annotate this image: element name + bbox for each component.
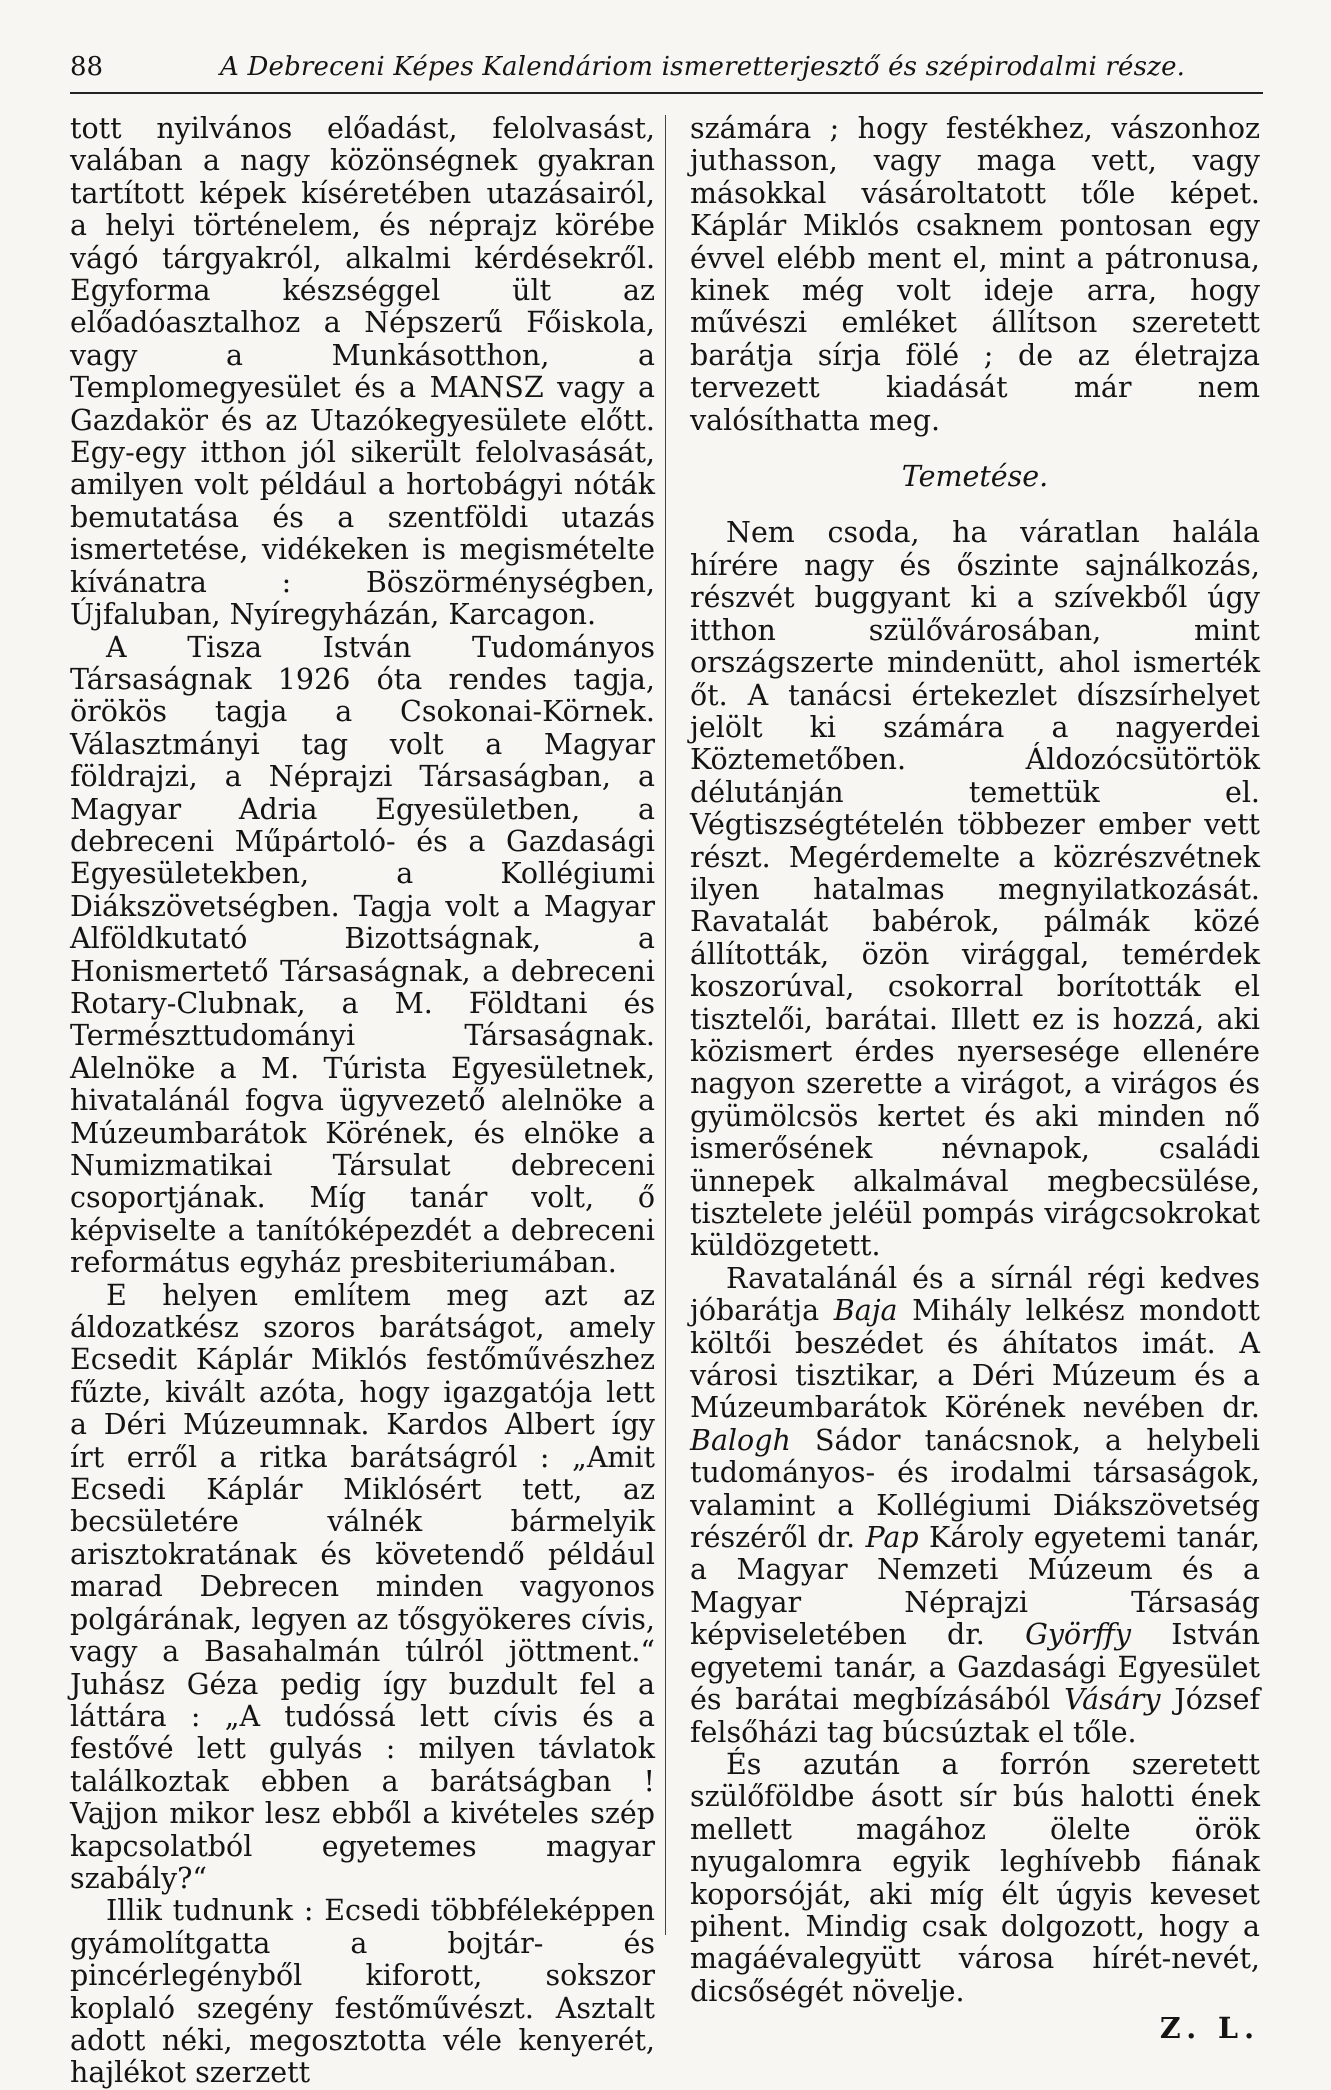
paragraph: számára ; hogy festékhez, vászonhoz juthasson, vagy maga vett, vagy másokkal vásároltatott tőle képet. Káplár Miklós csaknem pontosan egy évvel elébb ment el, mint a pátronusa, kinek még volt ideje arra, hogy művészi emléket állítson szeretett barátja sírja fölé ; de az életrajza tervezett kiadását már nem valósíthatta meg.	[690, 112, 1260, 437]
running-title: A Debreceni Képes Kalendáriom ismeretterjesztő és szépirodalmi része.	[220, 52, 1186, 82]
text-run: István egyetemi tanár, a Gazdasági Egyesület és barátai megbízásából	[690, 1618, 1260, 1717]
right-column	[690, 113, 1260, 2045]
person-name: Vásáry	[1064, 1683, 1161, 1717]
author-signature: Z. L.	[1159, 2011, 1260, 2046]
text-run: Mihály lelkész mondott költői beszédet és áhítatos imát. A városi tisztikar, a Déri Múzeum és a Múzeumbarátok Körének nevében dr.	[690, 1294, 1260, 1425]
header-rule	[70, 92, 1263, 94]
text-run: Ravatalánál és a sírnál régi kedves jóbarátja	[690, 1261, 1260, 1328]
person-name: Baja	[833, 1294, 898, 1328]
section-heading: Temetése.	[901, 460, 1049, 494]
paragraph: Nem csoda, ha váratlan halála hírére nagy és őszinte sajnálkozás, részvét buggyant ki a szívekből úgy itthon szülővárosában, mint országszerte mindenütt, ahol ismerték őt. A tanácsi értekezlet díszsírhelyet jelölt ki számára a nagyerdei Köztemetőben. Áldozócsütörtök délutánján temettük el. Végtiszségtételén többezer ember vett részt. Megérdemelte a közrészvétnek ilyen hatalmas megnyilatkozását. Ravatalát babérok, pálmák közé állították, özön virággal, temérdek koszorúval, csokorral borították el tisztelői, barátai. Illett ez is hozzá, aki közismert érdes nyersesége ellenére nagyon szerette a virágot, a virágos és gyümölcsös kertet és aki minden nő ismerősének névnapok, családi ünnepek alkalmával megbecsülése, tisztelete jeléül pompás virágcsokrokat küldözgetett.	[690, 516, 1260, 1263]
paragraph: E helyen említem meg azt az áldozatkész szoros barátságot, amely Ecsedit Káplár Miklós festőművészhez fűzte, kivált azóta, hogy igazgatója lett a Déri Múzeumnak. Kardos Albert így írt erről a ritka barátságról : „Amit Ecsedi Káplár Miklósért tett, az becsületére válnék bármelyik arisztokratának és követendő például marad Debrecen minden vagyonos polgárának, legyen az tősgyökeres cívis, vagy a Basahalmán túlról jöttment.“ Juhász Géza pedig így buzdult fel a láttára : „A tudóssá lett cívis és a festővé lett gulyás : milyen távlatok találkoztak ebben a barátságban ! Vajjon mikor lesz ebből a kivételes szép kapcsolatból egyetemes magyar szabály?“	[70, 1278, 655, 1895]
person-name: Györffy	[1025, 1618, 1132, 1652]
text-run: Sádor tanácsnok, a helybeli tudományos- és irodalmi társaságok, valamint a Kollégiumi Diákszövetség részéről dr.	[690, 1423, 1260, 1555]
person-name: Pap	[865, 1521, 919, 1555]
paragraph: És azután a forrón szeretett szülőföldbe ásott sír bús halotti ének mellett magához ölelte örök nyugalomra egyik leghívebb fiának koporsóját, aki míg élt úgyis keveset pihent. Mindig csak dolgozott, hogy a magáévalegyütt városa hírét-nevét, dicsőségét növelje.	[690, 1747, 1260, 2008]
paragraph: Illik tudnunk : Ecsedi többféleképpen gyámolítgatta a bojtár- és pincérlegényből kiforott, sokszor koplaló szegény festőművészt. Asztalt adott néki, megosztotta véle kenyerét, hajlékot szerzett	[70, 1894, 655, 2090]
paragraph: A Tisza István Tudományos Társaságnak 1926 óta rendes tagja, örökös tagja a Csokonai-Körnek. Választmányi tag volt a Magyar földrajzi, a Néprajzi Társaságban, a Magyar Adria Egyesületben, a debreceni Műpártoló- és a Gazdasági Egyesületekben, a Kollégiumi Diákszövetségben. Tagja volt a Magyar Alföldkutató Bizottságnak, a Honismertető Társaságnak, a debreceni Rotary-Clubnak, a M. Földtani és Természttudományi Társaságnak. Alelnöke a M. Túrista Egyesületnek, hivatalánál fogva ügyvezető alelnöke a Múzeumbarátok Körének, és elnöke a Numizmatikai Társulat debreceni csoportjának. Míg tanár volt, ő képviselte a tanítóképezdét a debreceni református egyház presbiteriumában.	[70, 630, 655, 1280]
page-number: 88	[70, 52, 104, 82]
text-run: Károly egyetemi tanár, a Magyar Nemzeti Múzeum és a Magyar Néprajzi Társaság képviseletében dr.	[690, 1521, 1261, 1652]
left-column	[70, 113, 655, 2090]
paragraph	[690, 1263, 1260, 1749]
person-name: Balogh	[690, 1423, 791, 1457]
text-run: József felsőházi tag búcsúztak el tőle.	[690, 1683, 1260, 1749]
column-divider	[665, 115, 666, 1935]
paragraph: tott nyilvános előadást, felolvasást, valában a nagy közönségnek gyakran tartított képek kíséretében utazásairól, a helyi történelem, és néprajz körébe vágó tárgyakról, alkalmi kérdésekről. Egyforma készséggel ült az előadóasztalhoz a Népszerű Főiskola, vagy a Munkásotthon, a Templomegyesület és a MANSZ vagy a Gazdakör és az Utazókegyesülete előtt. Egy-egy itthon jól sikerült felolvasását, amilyen volt például a hortobágyi nóták bemutatása és a szentföldi utazás ismertetése, vidékeken is megismételte kívánatra : Böszörménységben, Újfaluban, Nyíregyházán, Karcagon.	[70, 112, 655, 632]
